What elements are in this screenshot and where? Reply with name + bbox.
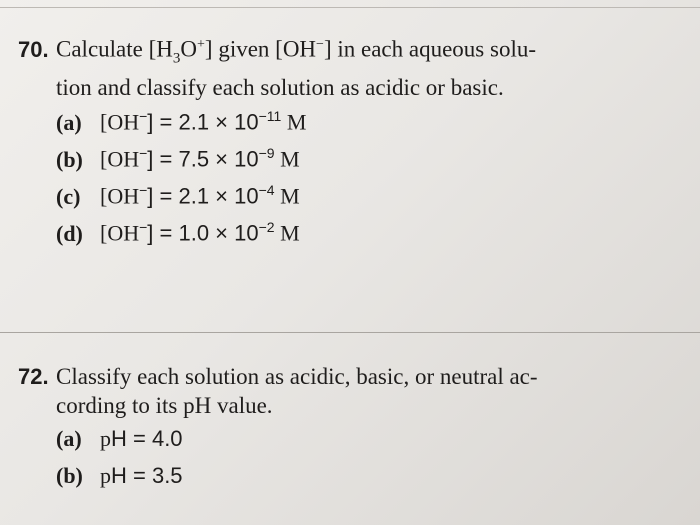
- item-expression: $[OH^-] = 2.1 \times 10^{-11}$ M: [100, 108, 307, 135]
- list-item: [18, 182, 536, 219]
- question-text-line1: Calculate $[H_3O^+]$ given [OH−] in each aqueous solu-: [56, 36, 536, 67]
- item-label: (c): [56, 183, 81, 209]
- question-70-header: [18, 30, 536, 73]
- list-item: [18, 145, 536, 182]
- item-expression: $[OH^-] = 7.5 \times 10^{-9}$ M: [100, 145, 300, 172]
- list-item: [18, 463, 538, 500]
- question-number: 70.: [18, 36, 49, 62]
- item-expression: $[OH^-] = 1.0 \times 10^{-2}$ M: [100, 219, 300, 246]
- item-label: (b): [56, 463, 83, 488]
- top-rule: [0, 7, 700, 8]
- list-item: [18, 108, 536, 145]
- question-text-line2: cording to its pH value.: [56, 393, 273, 418]
- section-divider: [0, 332, 700, 333]
- question-72: [18, 362, 538, 500]
- item-expression: pH = 4.0: [100, 426, 183, 451]
- question-text-line1: Classify each solution as acidic, basic, or neutral ac-: [56, 364, 538, 389]
- ph-text: H = 4.0: [111, 426, 183, 451]
- list-item: [18, 219, 536, 256]
- item-label: (b): [56, 146, 83, 172]
- item-expression: pH = 3.5: [100, 463, 183, 488]
- ph-text: H = 3.5: [111, 463, 183, 488]
- item-expression: $[OH^-] = 2.1 \times 10^{-4}$ M: [100, 182, 300, 209]
- list-item: [18, 426, 538, 463]
- item-label: (d): [56, 220, 83, 246]
- question-70: [18, 30, 536, 256]
- item-label: (a): [56, 109, 82, 135]
- question-number: 72.: [18, 364, 49, 389]
- question-text-line2: tion and classify each solution as acidic or basic.: [56, 75, 504, 101]
- question-72-header: [18, 362, 538, 391]
- item-label: (a): [56, 426, 82, 451]
